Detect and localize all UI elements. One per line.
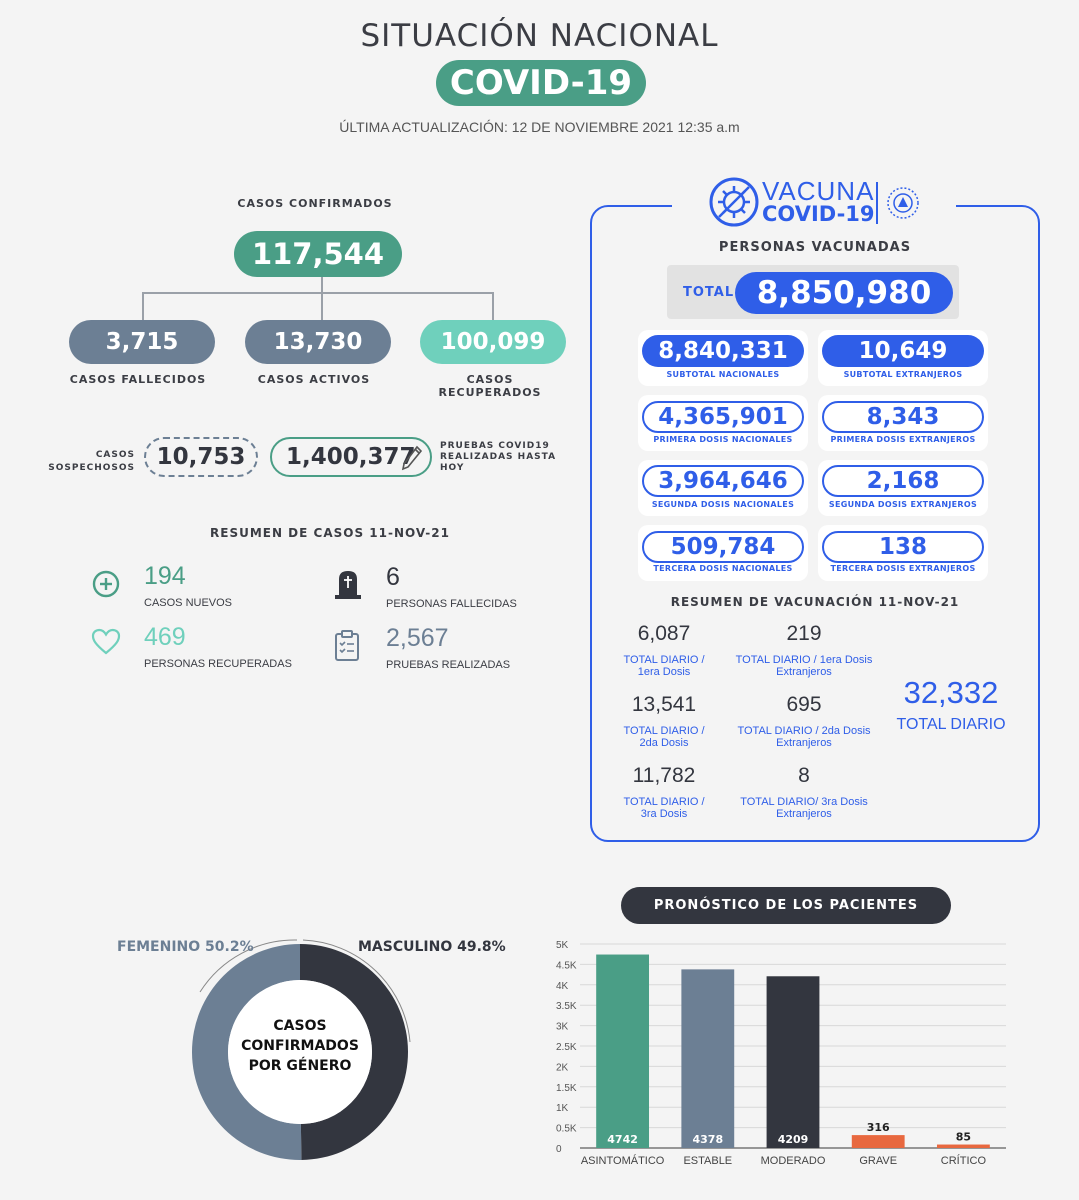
tests-label: PRUEBAS COVID19 REALIZADAS HASTA HOY [440,441,557,473]
vaccine-card-label: PRIMERA DOSIS EXTRANJEROS [830,435,976,444]
bar-grave [852,1135,905,1148]
tree-connector [142,292,494,294]
active-value: 13,730 [245,320,391,364]
vaccine-card-value: 4,365,901 [642,401,804,433]
deaths-value: 3,715 [69,320,215,364]
tree-connector [321,277,323,293]
confirmed-value: 117,544 [234,231,402,277]
total-label: TOTAL [683,285,735,300]
y-tick-label: 3K [556,1021,569,1033]
deaths-today-label: PERSONAS FALLECIDAS [386,598,517,610]
bar-value-label: 4742 [607,1133,638,1146]
daily-value: 695 [786,693,822,716]
tree-connector [142,292,144,320]
y-tick-label: 2.5K [556,1042,577,1053]
y-tick-label: 4.5K [556,960,577,972]
vaccine-card-value: 10,649 [822,335,984,367]
tree-connector [321,292,323,320]
vaccine-card-label: TERCERA DOSIS NACIONALES [653,564,793,573]
summary-title: RESUMEN DE CASOS 11-NOV-21 [210,526,450,540]
bar-value-label: 4378 [692,1133,724,1146]
daily-value: 6,087 [637,622,691,645]
tests-today-value: 2,567 [386,624,449,652]
prognosis-title: PRONÓSTICO DE LOS PACIENTES [621,887,951,924]
clipboard-icon [334,630,360,662]
x-category-label: CRÍTICO [940,1155,987,1167]
total-value: 8,850,980 [735,272,953,314]
daily-label: TOTAL DIARIO / 1era Dosis [623,654,705,678]
vaccine-card-value: 3,964,646 [642,465,804,497]
new-cases-value: 194 [144,562,186,590]
tests-value: 1,400,377 [270,437,432,477]
active-label: CASOS ACTIVOS [257,373,371,386]
vaccination-summary-title: RESUMEN DE VACUNACIÓN 11-NOV-21 [670,595,960,609]
daily-label: TOTAL DIARIO / 1era Dosis Extranjeros [735,654,873,678]
pencil-icon [401,445,423,471]
plus-circle-icon [92,570,120,598]
new-cases-label: CASOS NUEVOS [144,597,233,609]
vaccine-card-value: 509,784 [642,531,804,563]
x-category-label: ESTABLE [683,1155,733,1167]
deaths-label: CASOS FALLECIDOS [69,373,207,386]
daily-total-value: 32,332 [903,675,999,710]
y-tick-label: 4K [556,980,569,992]
vaccine-logo-line1: VACUNA [762,176,875,206]
y-tick-label: 3.5K [556,1001,577,1013]
vaccine-card-value: 2,168 [822,465,984,497]
y-tick-label: 2K [556,1062,569,1074]
tombstone-icon [333,567,363,601]
y-tick-label: 5K [556,940,569,951]
y-tick-label: 1K [556,1103,569,1115]
x-category-label: GRAVE [859,1155,898,1167]
covid-badge: COVID-19 [436,60,646,106]
recovered-value: 100,099 [420,320,566,364]
daily-value: 219 [786,622,822,645]
y-tick-label: 0.5K [556,1123,577,1135]
female-label: FEMENINO 50.2% [117,939,254,955]
vaccine-card-label: SEGUNDA DOSIS EXTRANJEROS [828,500,978,509]
heart-icon [91,628,121,656]
vaccine-card-label: PRIMERA DOSIS NACIONALES [653,435,793,444]
logo-separator [876,182,878,224]
vaccine-card-label: SUBTOTAL NACIONALES [666,370,780,379]
bar-value-label: 316 [866,1121,890,1135]
vaccine-card-label: TERCERA DOSIS EXTRANJEROS [830,564,976,573]
bar-value-label: 85 [955,1130,972,1144]
daily-label: TOTAL DIARIO / 2da Dosis Extranjeros [737,725,871,749]
tests-today-label: PRUEBAS REALIZADAS [386,659,511,671]
bar-crítico [937,1145,990,1148]
bar-asintomático [596,955,649,1148]
bar-value-label: 4209 [777,1133,809,1146]
bar-estable [681,969,734,1148]
daily-label: TOTAL DIARIO/ 3ra Dosis Extranjeros [740,796,868,820]
vaccine-card-value: 8,343 [822,401,984,433]
prognosis-bar-chart [540,930,1020,1180]
vaccine-card-label: SEGUNDA DOSIS NACIONALES [651,500,795,509]
tree-connector [492,292,494,320]
y-tick-label: 0 [556,1144,562,1155]
recovered-today-value: 469 [144,623,186,651]
x-category-label: MODERADO [760,1155,826,1167]
vaccine-card-label: SUBTOTAL EXTRANJEROS [843,370,963,379]
vaccine-card-value: 8,840,331 [642,335,804,367]
virus-icon [708,176,760,228]
x-category-label: ASINTOMÁTICO [580,1155,665,1167]
suspect-value: 10,753 [144,437,258,477]
last-updated: ÚLTIMA ACTUALIZACIÓN: 12 DE NOVIEMBRE 2021 12:35 a.m [339,119,740,135]
vaccine-logo-line2: COVID-19 [762,202,875,226]
national-seal-icon [886,186,920,220]
deaths-today-value: 6 [386,563,400,591]
daily-value: 13,541 [631,693,697,716]
recovered-today-label: PERSONAS RECUPERADAS [144,658,292,670]
vaccine-card-value: 138 [822,531,984,563]
bar-moderado [767,976,820,1148]
recovered-label: CASOS RECUPERADOS [438,373,542,399]
daily-value: 11,782 [632,764,696,787]
people-vaccinated-label: PERSONAS VACUNADAS [718,240,912,255]
male-label: MASCULINO 49.8% [358,939,506,955]
daily-label: TOTAL DIARIO / 3ra Dosis [623,796,705,820]
daily-label: TOTAL DIARIO / 2da Dosis [623,725,705,749]
daily-value: 8 [798,764,810,787]
donut-center-label: CASOS CONFIRMADOS POR GÉNERO [241,1018,359,1074]
suspect-label: CASOS SOSPECHOSOS [48,450,135,473]
y-tick-label: 1.5K [556,1082,577,1094]
confirmed-label: CASOS CONFIRMADOS [237,197,393,210]
page-title: SITUACIÓN NACIONAL [360,18,719,54]
daily-total-label: TOTAL DIARIO [896,716,1006,733]
